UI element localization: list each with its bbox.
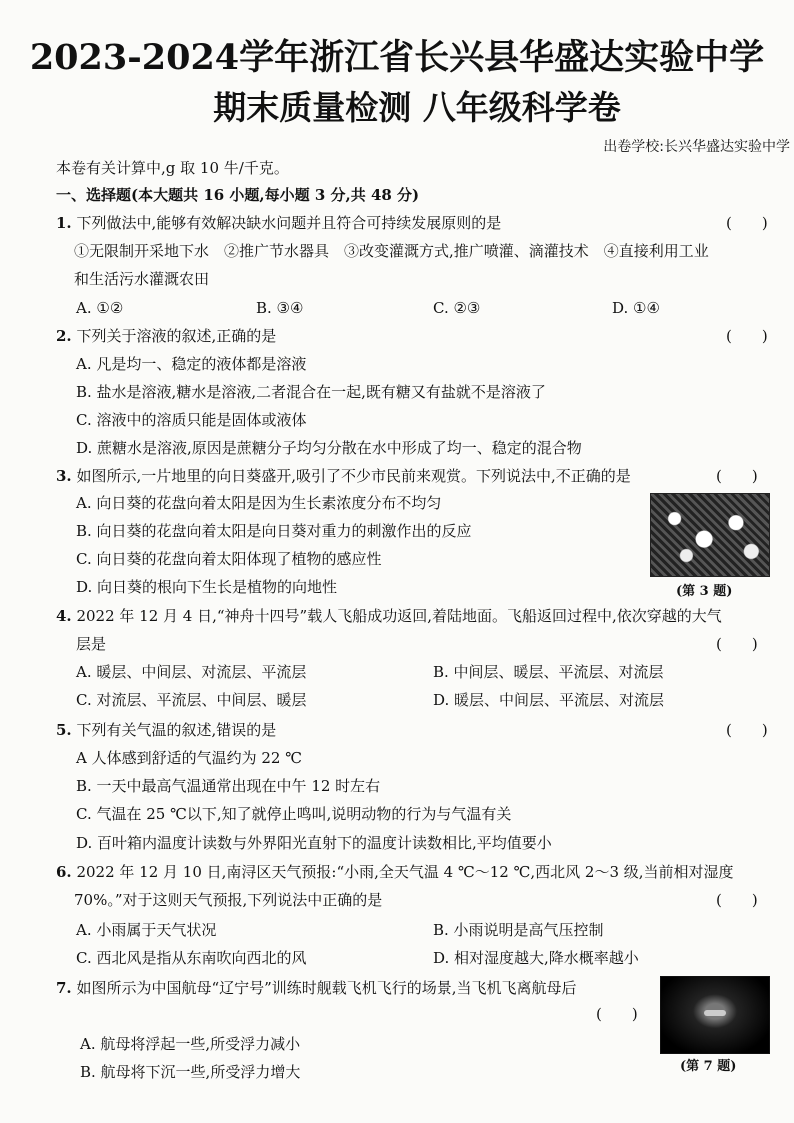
answer-paren: ( ) [596,1005,638,1023]
question-text: 下列关于溶液的叙述,正确的是 [76,327,277,345]
option-c: C. 溶液中的溶质只能是固体或液体 [76,411,307,429]
question-number: 6. [56,863,72,881]
option-b: B. 一天中最高气温通常出现在中午 12 时左右 [76,777,381,795]
option-a: A 人体感到舒适的气温约为 22 ℃ [76,749,303,767]
question-5-stem [56,720,276,740]
option-a: A. 凡是均一、稳定的液体都是溶液 [76,355,307,373]
option-b: B. 中间层、暖层、平流层、对流层 [433,663,664,681]
figure-caption: (第 3 题) [676,584,733,599]
school-label: 出卷学校:长兴华盛达实验中学 [603,139,790,155]
option-a: A. 航母将浮起一些,所受浮力减小 [80,1035,301,1053]
question-number: 1. [56,214,72,232]
option-b: B. 向日葵的花盘向着太阳是向日葵对重力的刺激作出的反应 [76,522,472,540]
option-b: B. 航母将下沉一些,所受浮力增大 [80,1063,301,1081]
question-text: 如图所示,一片地里的向日葵盛开,吸引了不少市民前来观赏。下列说法中,不正确的是 [76,467,631,485]
question-6-stem [56,862,734,882]
option-c: C. 气温在 25 ℃以下,知了就停止鸣叫,说明动物的行为与气温有关 [76,805,512,823]
question-3-stem [56,466,631,486]
question-number: 2. [56,327,72,345]
option-d: D. 向日葵的根向下生长是植物的向地性 [76,578,338,596]
option-a: A. ①② [76,299,124,317]
answer-paren: ( ) [726,214,768,232]
option-d: D. 百叶箱内温度计读数与外界阳光直射下的温度计读数相比,平均值要小 [76,834,552,852]
question-number: 3. [56,467,72,485]
option-d: D. 蔗糖水是溶液,原因是蔗糖分子均匀分散在水中形成了均一、稳定的混合物 [76,439,582,457]
option-c: C. 对流层、平流层、中间层、暖层 [76,691,307,709]
sunflower-field-image [650,493,770,577]
answer-paren: ( ) [726,721,768,739]
question-4-stem [56,606,722,626]
answer-paren: ( ) [716,635,758,653]
option-a: A. 小雨属于天气状况 [76,921,217,939]
question-text: 如图所示为中国航母“辽宁号”训练时舰载飞机飞行的场景,当飞机飞离航母后 [76,979,577,997]
question-4-stem-line2: 层是 [76,635,107,653]
question-7-stem [56,978,577,998]
figure-caption: (第 7 题) [680,1059,737,1074]
section-heading: 一、选择题(本大题共 16 小题,每小题 3 分,共 48 分) [56,186,420,204]
question-number: 7. [56,979,72,997]
option-c: C. 向日葵的花盘向着太阳体现了植物的感应性 [76,550,382,568]
question-text: 2022 年 12 月 4 日,“神舟十四号”载人飞船成功返回,着陆地面。飞船返回过程中,依次穿越的大气 [76,607,722,625]
question-text: 2022 年 12 月 10 日,南浔区天气预报:“小雨,全天气温 4 ℃～12 ℃,西北风 2～3 级,当前相对湿度 [76,863,734,881]
answer-paren: ( ) [716,891,758,909]
answer-paren: ( ) [726,327,768,345]
question-text: 下列做法中,能够有效解决缺水问题并且符合可持续发展原则的是 [76,214,502,232]
option-c: C. ②③ [433,299,481,317]
option-b: B. 盐水是溶液,糖水是溶液,二者混合在一起,既有糖又有盐就不是溶液了 [76,383,546,401]
option-d: D. 相对湿度越大,降水概率越小 [433,949,639,967]
option-d: D. ①④ [612,299,660,317]
exam-title-line2: 期末质量检测 八年级科学卷 [213,88,621,127]
question-1-stem [56,213,501,233]
answer-paren: ( ) [716,467,758,485]
option-d: D. 暖层、中间层、平流层、对流层 [433,691,665,709]
question-number: 4. [56,607,72,625]
option-b: B. 小雨说明是高气压控制 [433,921,604,939]
option-c: C. 西北风是指从东南吹向西北的风 [76,949,307,967]
question-6-stem-line2: 70%。”对于这则天气预报,下列说法中正确的是 [74,891,383,909]
jet-icon [704,1010,726,1016]
question-2-stem [56,326,276,346]
option-a: A. 向日葵的花盘向着太阳是因为生长素浓度分布不均匀 [76,494,442,512]
intro-note: 本卷有关计算中,g 取 10 牛/千克。 [56,159,289,177]
question-text: 下列有关气温的叙述,错误的是 [76,721,277,739]
question-1-items-line1: ①无限制开采地下水 ②推广节水器具 ③改变灌溉方式,推广喷灌、滴灌技术 ④直接利用工业 [74,242,709,260]
option-b: B. ③④ [256,299,304,317]
question-1-items-line2: 和生活污水灌溉农田 [74,270,210,288]
option-a: A. 暖层、中间层、对流层、平流层 [76,663,307,681]
question-number: 5. [56,721,72,739]
exam-title-line1: 2023-2024学年浙江省长兴县华盛达实验中学 [29,37,765,78]
